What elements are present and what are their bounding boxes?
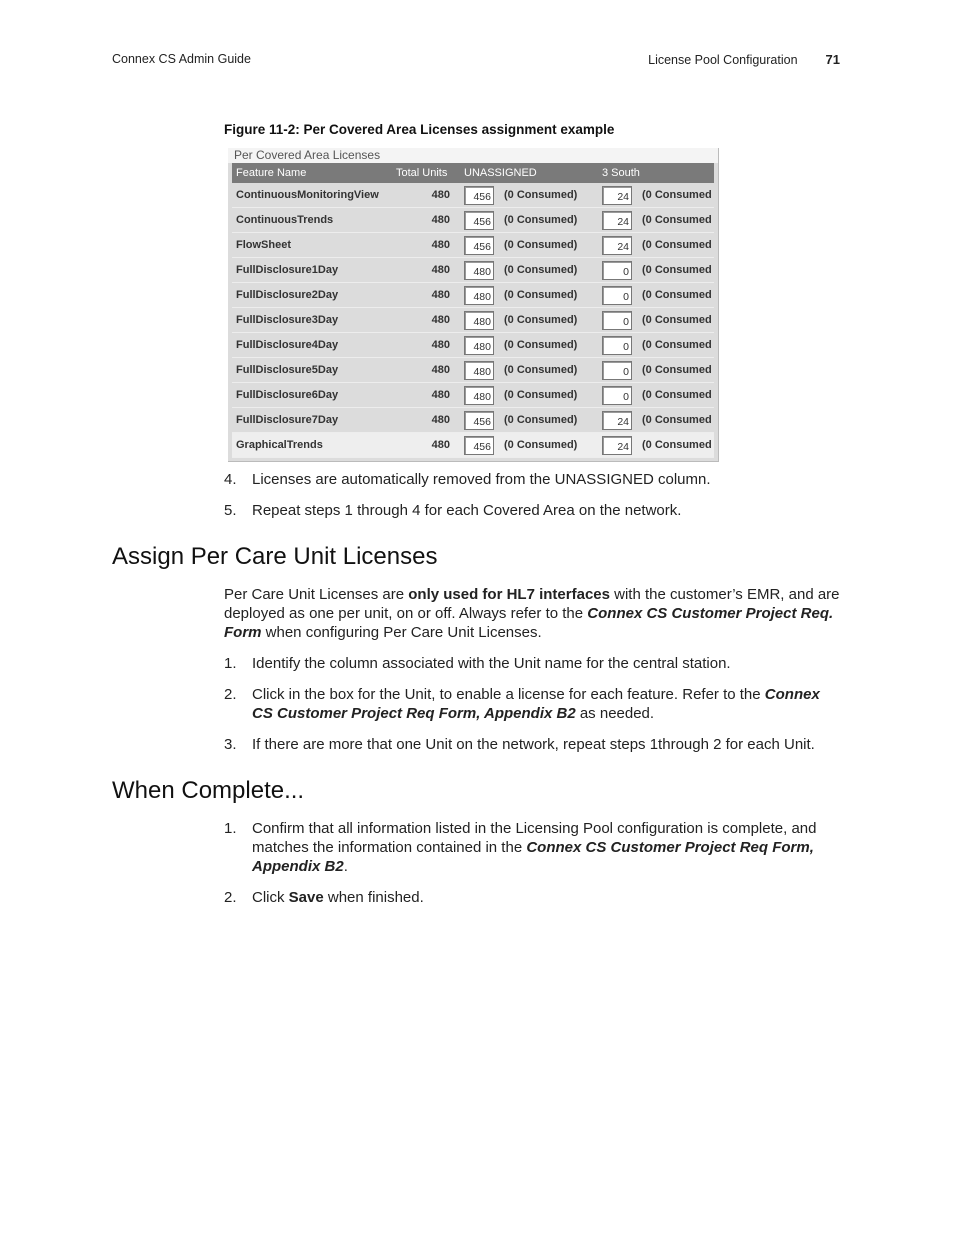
unassigned-consumed: (0 Consumed)	[500, 208, 598, 233]
section-heading-assign-per-care-unit: Assign Per Care Unit Licenses	[112, 543, 438, 570]
feature-name: FullDisclosure4Day	[232, 333, 392, 358]
unassigned-consumed: (0 Consumed)	[500, 308, 598, 333]
south-cell	[598, 258, 638, 283]
south-input[interactable]: 24	[602, 236, 632, 255]
feature-name: FullDisclosure6Day	[232, 383, 392, 408]
south-cell	[598, 433, 638, 458]
table-row	[232, 208, 714, 233]
panel-title: Per Covered Area Licenses	[228, 148, 718, 163]
table-row	[232, 308, 714, 333]
south-consumed: (0 Consumed	[638, 433, 714, 458]
col-header-feature: Feature Name	[232, 163, 392, 183]
license-table	[232, 163, 714, 458]
south-input[interactable]: 0	[602, 386, 632, 405]
feature-name: ContinuousTrends	[232, 208, 392, 233]
south-input[interactable]: 0	[602, 286, 632, 305]
feature-name: FlowSheet	[232, 233, 392, 258]
unassigned-cell	[460, 383, 500, 408]
south-input[interactable]: 24	[602, 186, 632, 205]
south-input[interactable]: 0	[602, 261, 632, 280]
total-units: 480	[392, 333, 460, 358]
south-input[interactable]: 0	[602, 361, 632, 380]
south-cell	[598, 333, 638, 358]
unassigned-cell	[460, 358, 500, 383]
unassigned-cell	[460, 333, 500, 358]
unassigned-consumed: (0 Consumed)	[500, 233, 598, 258]
figure-caption: Figure 11-2: Per Covered Area Licenses assignment example	[224, 122, 615, 137]
south-cell	[598, 233, 638, 258]
south-consumed: (0 Consumed	[638, 283, 714, 308]
unassigned-consumed: (0 Consumed)	[500, 183, 598, 208]
col-header-3south: 3 South	[598, 163, 714, 183]
south-consumed: (0 Consumed	[638, 383, 714, 408]
south-cell	[598, 283, 638, 308]
south-consumed: (0 Consumed	[638, 333, 714, 358]
unassigned-input[interactable]: 480	[464, 361, 494, 380]
south-consumed: (0 Consumed	[638, 308, 714, 333]
south-cell	[598, 383, 638, 408]
unassigned-input[interactable]: 456	[464, 186, 494, 205]
feature-name: GraphicalTrends	[232, 433, 392, 458]
total-units: 480	[392, 358, 460, 383]
south-consumed: (0 Consumed	[638, 208, 714, 233]
unassigned-cell	[460, 183, 500, 208]
feature-name: FullDisclosure1Day	[232, 258, 392, 283]
unassigned-input[interactable]: 456	[464, 236, 494, 255]
col-header-total: Total Units	[392, 163, 460, 183]
unassigned-input[interactable]: 480	[464, 261, 494, 280]
unassigned-input[interactable]: 480	[464, 336, 494, 355]
total-units: 480	[392, 208, 460, 233]
unassigned-input[interactable]: 480	[464, 286, 494, 305]
south-cell	[598, 208, 638, 233]
total-units: 480	[392, 183, 460, 208]
table-row	[232, 358, 714, 383]
table-row	[232, 333, 714, 358]
unassigned-input[interactable]: 456	[464, 211, 494, 230]
south-consumed: (0 Consumed	[638, 183, 714, 208]
unassigned-input[interactable]: 456	[464, 436, 494, 455]
unassigned-consumed: (0 Consumed)	[500, 383, 598, 408]
section-intro: Per Care Unit Licenses are only used for HL7 interfaces with the customer’s EMR, and are deployed as one per unit, on or off. Always refer to the Connex CS Customer Project Req. Form when configuring Per Care Unit Licenses.	[224, 586, 840, 641]
feature-name: FullDisclosure7Day	[232, 408, 392, 433]
col-header-unassigned: UNASSIGNED	[460, 163, 598, 183]
table-row	[232, 258, 714, 283]
table-row	[232, 183, 714, 208]
total-units: 480	[392, 308, 460, 333]
south-cell	[598, 183, 638, 208]
unassigned-consumed: (0 Consumed)	[500, 258, 598, 283]
feature-name: FullDisclosure3Day	[232, 308, 392, 333]
unassigned-consumed: (0 Consumed)	[500, 283, 598, 308]
south-consumed: (0 Consumed	[638, 233, 714, 258]
south-input[interactable]: 0	[602, 336, 632, 355]
table-row	[232, 383, 714, 408]
license-assignment-panel	[228, 148, 719, 462]
unassigned-input[interactable]: 480	[464, 311, 494, 330]
section-name: License Pool Configuration	[648, 53, 798, 67]
total-units: 480	[392, 433, 460, 458]
table-row	[232, 283, 714, 308]
total-units: 480	[392, 383, 460, 408]
running-header-title: Connex CS Admin Guide	[112, 52, 251, 66]
total-units: 480	[392, 408, 460, 433]
unassigned-input[interactable]: 480	[464, 386, 494, 405]
table-row	[232, 408, 714, 433]
south-input[interactable]: 0	[602, 311, 632, 330]
south-input[interactable]: 24	[602, 436, 632, 455]
page-number: 71	[825, 52, 840, 67]
table-header-row	[232, 163, 714, 183]
unassigned-consumed: (0 Consumed)	[500, 358, 598, 383]
unassigned-cell	[460, 208, 500, 233]
south-cell	[598, 358, 638, 383]
unassigned-cell	[460, 308, 500, 333]
feature-name: FullDisclosure2Day	[232, 283, 392, 308]
running-header-section	[648, 52, 840, 67]
table-row	[232, 433, 714, 458]
section-heading-when-complete: When Complete...	[112, 777, 305, 804]
unassigned-cell	[460, 408, 500, 433]
unassigned-consumed: (0 Consumed)	[500, 433, 598, 458]
total-units: 480	[392, 283, 460, 308]
south-input[interactable]: 24	[602, 411, 632, 430]
unassigned-input[interactable]: 456	[464, 411, 494, 430]
south-consumed: (0 Consumed	[638, 358, 714, 383]
south-input[interactable]: 24	[602, 211, 632, 230]
unassigned-cell	[460, 233, 500, 258]
south-cell	[598, 408, 638, 433]
feature-name: ContinuousMonitoringView	[232, 183, 392, 208]
feature-name: FullDisclosure5Day	[232, 358, 392, 383]
total-units: 480	[392, 233, 460, 258]
south-cell	[598, 308, 638, 333]
unassigned-cell	[460, 258, 500, 283]
unassigned-cell	[460, 283, 500, 308]
unassigned-consumed: (0 Consumed)	[500, 333, 598, 358]
table-body	[232, 183, 714, 458]
total-units: 480	[392, 258, 460, 283]
unassigned-cell	[460, 433, 500, 458]
south-consumed: (0 Consumed	[638, 408, 714, 433]
unassigned-consumed: (0 Consumed)	[500, 408, 598, 433]
south-consumed: (0 Consumed	[638, 258, 714, 283]
table-row	[232, 233, 714, 258]
